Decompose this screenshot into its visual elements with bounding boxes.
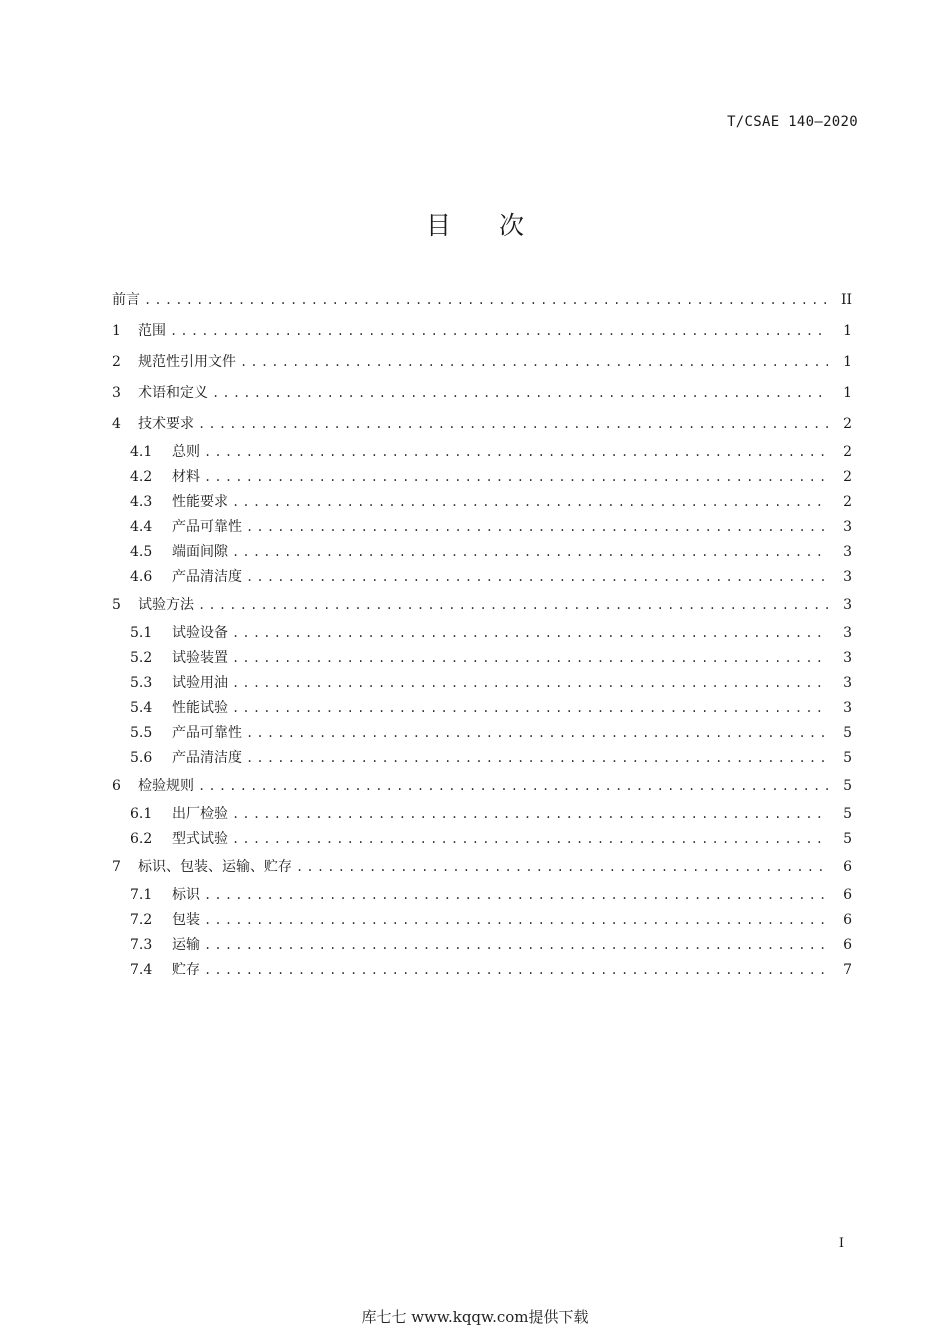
toc-entry-label: 前言 [112, 292, 140, 308]
toc-chapter-entry[interactable] [112, 347, 852, 378]
toc-dot-leader [240, 347, 828, 378]
toc-dot-leader [232, 696, 828, 721]
toc-entry-number: 1 [112, 323, 121, 339]
toc-entry-number: 6.2 [130, 831, 153, 847]
page-title: 目 次 [426, 211, 544, 240]
toc-dot-leader [170, 316, 828, 347]
toc-entry-page: 3 [843, 544, 852, 560]
toc-entry-label: 端面间隙 [172, 544, 228, 560]
toc-dot-leader [204, 465, 828, 490]
toc-entry-number: 7.2 [130, 912, 153, 928]
toc-entry-page: 5 [843, 725, 852, 741]
toc-entry-label: 技术要求 [138, 416, 194, 432]
toc-entry-page: 5 [843, 831, 852, 847]
toc-dot-leader [212, 378, 828, 409]
toc-dot-leader [232, 802, 828, 827]
toc-dot-leader [232, 490, 828, 515]
toc-entry-number: 6.1 [130, 806, 153, 822]
toc-section-entry[interactable] [112, 908, 852, 933]
toc-entry-label: 贮存 [172, 962, 200, 978]
toc-dot-leader [204, 958, 828, 983]
toc-chapter-entry[interactable] [112, 852, 852, 883]
toc-entry-page: II [840, 292, 852, 308]
toc-entry-label: 型式试验 [172, 831, 228, 847]
toc-section-entry[interactable] [112, 621, 852, 646]
toc-entry-number: 5.1 [130, 625, 153, 641]
toc-entry-number: 7 [112, 859, 121, 875]
toc-section-entry[interactable] [112, 540, 852, 565]
toc-entry-number: 7.1 [130, 887, 153, 903]
toc-entry-page: 5 [843, 806, 852, 822]
toc-entry-label: 性能要求 [172, 494, 228, 510]
toc-dot-leader [296, 852, 828, 883]
toc-entry-label: 标识、包装、运输、贮存 [138, 859, 292, 875]
toc-entry-page: 3 [843, 675, 852, 691]
toc-entry-number: 5.5 [130, 725, 153, 741]
toc-dot-leader [198, 771, 828, 802]
toc-section-entry[interactable] [112, 827, 852, 852]
toc-entry-number: 2 [112, 354, 121, 370]
toc-section-entry[interactable] [112, 802, 852, 827]
toc-entry-label: 规范性引用文件 [138, 354, 236, 370]
toc-entry-number: 6 [112, 778, 121, 794]
toc-entry-page: 1 [843, 354, 852, 370]
toc-entry-page: 3 [843, 597, 852, 613]
toc-dot-leader [198, 409, 828, 440]
toc-entry-number: 4 [112, 416, 121, 432]
toc-section-entry[interactable] [112, 565, 852, 590]
toc-entry-page: 5 [843, 778, 852, 794]
toc-entry-number: 7.3 [130, 937, 153, 953]
toc-chapter-entry[interactable] [112, 590, 852, 621]
toc-entry-label: 总则 [172, 444, 200, 460]
toc-section-entry[interactable] [112, 440, 852, 465]
toc-entry-label: 范围 [138, 323, 166, 339]
toc-chapter-entry[interactable] [112, 316, 852, 347]
toc-dot-leader [232, 621, 828, 646]
toc-dot-leader [232, 540, 828, 565]
toc-section-entry[interactable] [112, 515, 852, 540]
toc-section-entry[interactable] [112, 671, 852, 696]
toc-dot-leader [144, 285, 828, 316]
toc-chapter-entry[interactable] [112, 378, 852, 409]
toc-entry-page: 6 [843, 937, 852, 953]
toc-entry-label: 试验方法 [138, 597, 194, 613]
toc-entry-number: 4.4 [130, 519, 153, 535]
toc-dot-leader [204, 933, 828, 958]
toc-entry-page: 2 [843, 494, 852, 510]
toc-entry-number: 4.2 [130, 469, 153, 485]
toc-entry-number: 7.4 [130, 962, 153, 978]
toc-entry-page: 5 [843, 750, 852, 766]
toc-section-entry[interactable] [112, 721, 852, 746]
toc-entry-number: 3 [112, 385, 121, 401]
page-number: I [838, 1236, 844, 1251]
toc-entry-label: 材料 [172, 469, 200, 485]
toc-entry-label: 标识 [172, 887, 200, 903]
toc-entry-number: 5.3 [130, 675, 153, 691]
toc-entry-number: 5.4 [130, 700, 153, 716]
toc-entry-label: 性能试验 [172, 700, 228, 716]
toc-dot-leader [198, 590, 828, 621]
toc-entry-page: 3 [843, 700, 852, 716]
toc-entry-label: 产品可靠性 [172, 519, 242, 535]
toc-section-entry[interactable] [112, 696, 852, 721]
toc-entry-page: 6 [843, 887, 852, 903]
toc-entry-label: 术语和定义 [138, 385, 208, 401]
toc-entry-page: 2 [843, 469, 852, 485]
toc-entry-label: 出厂检验 [172, 806, 228, 822]
toc-entry-number: 5.6 [130, 750, 153, 766]
toc-entry-page: 2 [843, 444, 852, 460]
toc-entry-label: 试验设备 [172, 625, 228, 641]
toc-dot-leader [246, 746, 828, 771]
toc-section-entry[interactable] [112, 883, 852, 908]
toc-entry-label: 包装 [172, 912, 200, 928]
toc-entry-number: 4.3 [130, 494, 153, 510]
toc-dot-leader [232, 646, 828, 671]
standard-code: T/CSAE 140—2020 [727, 114, 858, 130]
toc-section-entry[interactable] [112, 958, 852, 983]
toc-entry-number: 4.1 [130, 444, 153, 460]
toc-dot-leader [232, 671, 828, 696]
toc-chapter-entry[interactable] [112, 409, 852, 440]
toc-entry-page: 1 [843, 385, 852, 401]
toc-entry-number: 5.2 [130, 650, 153, 666]
toc-entry-label: 试验用油 [172, 675, 228, 691]
toc-entry-number: 5 [112, 597, 121, 613]
toc-section-entry[interactable] [112, 746, 852, 771]
toc-dot-leader [204, 883, 828, 908]
toc-dot-leader [204, 908, 828, 933]
toc-entry-number: 4.6 [130, 569, 153, 585]
toc-dot-leader [204, 440, 828, 465]
toc-chapter-entry[interactable] [112, 771, 852, 802]
toc-entry-page: 2 [843, 416, 852, 432]
toc-dot-leader [246, 515, 828, 540]
toc-entry-number: 4.5 [130, 544, 153, 560]
toc-chapter-entry[interactable] [112, 285, 852, 316]
toc-entry-page: 6 [843, 859, 852, 875]
toc-entry-page: 6 [843, 912, 852, 928]
toc-section-entry[interactable] [112, 933, 852, 958]
toc-entry-page: 7 [843, 962, 852, 978]
toc-section-entry[interactable] [112, 465, 852, 490]
toc-dot-leader [246, 565, 828, 590]
toc-entry-label: 试验装置 [172, 650, 228, 666]
toc-section-entry[interactable] [112, 646, 852, 671]
download-watermark: 库七七 www.kqqw.com提供下载 [361, 1308, 589, 1326]
toc-entry-label: 产品可靠性 [172, 725, 242, 741]
toc-entry-label: 产品清洁度 [172, 569, 242, 585]
toc-entry-page: 1 [843, 323, 852, 339]
toc-entry-page: 3 [843, 650, 852, 666]
toc-entry-label: 运输 [172, 937, 200, 953]
toc-dot-leader [246, 721, 828, 746]
toc-section-entry[interactable] [112, 490, 852, 515]
toc-entry-label: 产品清洁度 [172, 750, 242, 766]
toc-entry-page: 3 [843, 519, 852, 535]
toc-dot-leader [232, 827, 828, 852]
table-of-contents [112, 285, 852, 983]
toc-entry-page: 3 [843, 625, 852, 641]
toc-entry-label: 检验规则 [138, 778, 194, 794]
toc-entry-page: 3 [843, 569, 852, 585]
